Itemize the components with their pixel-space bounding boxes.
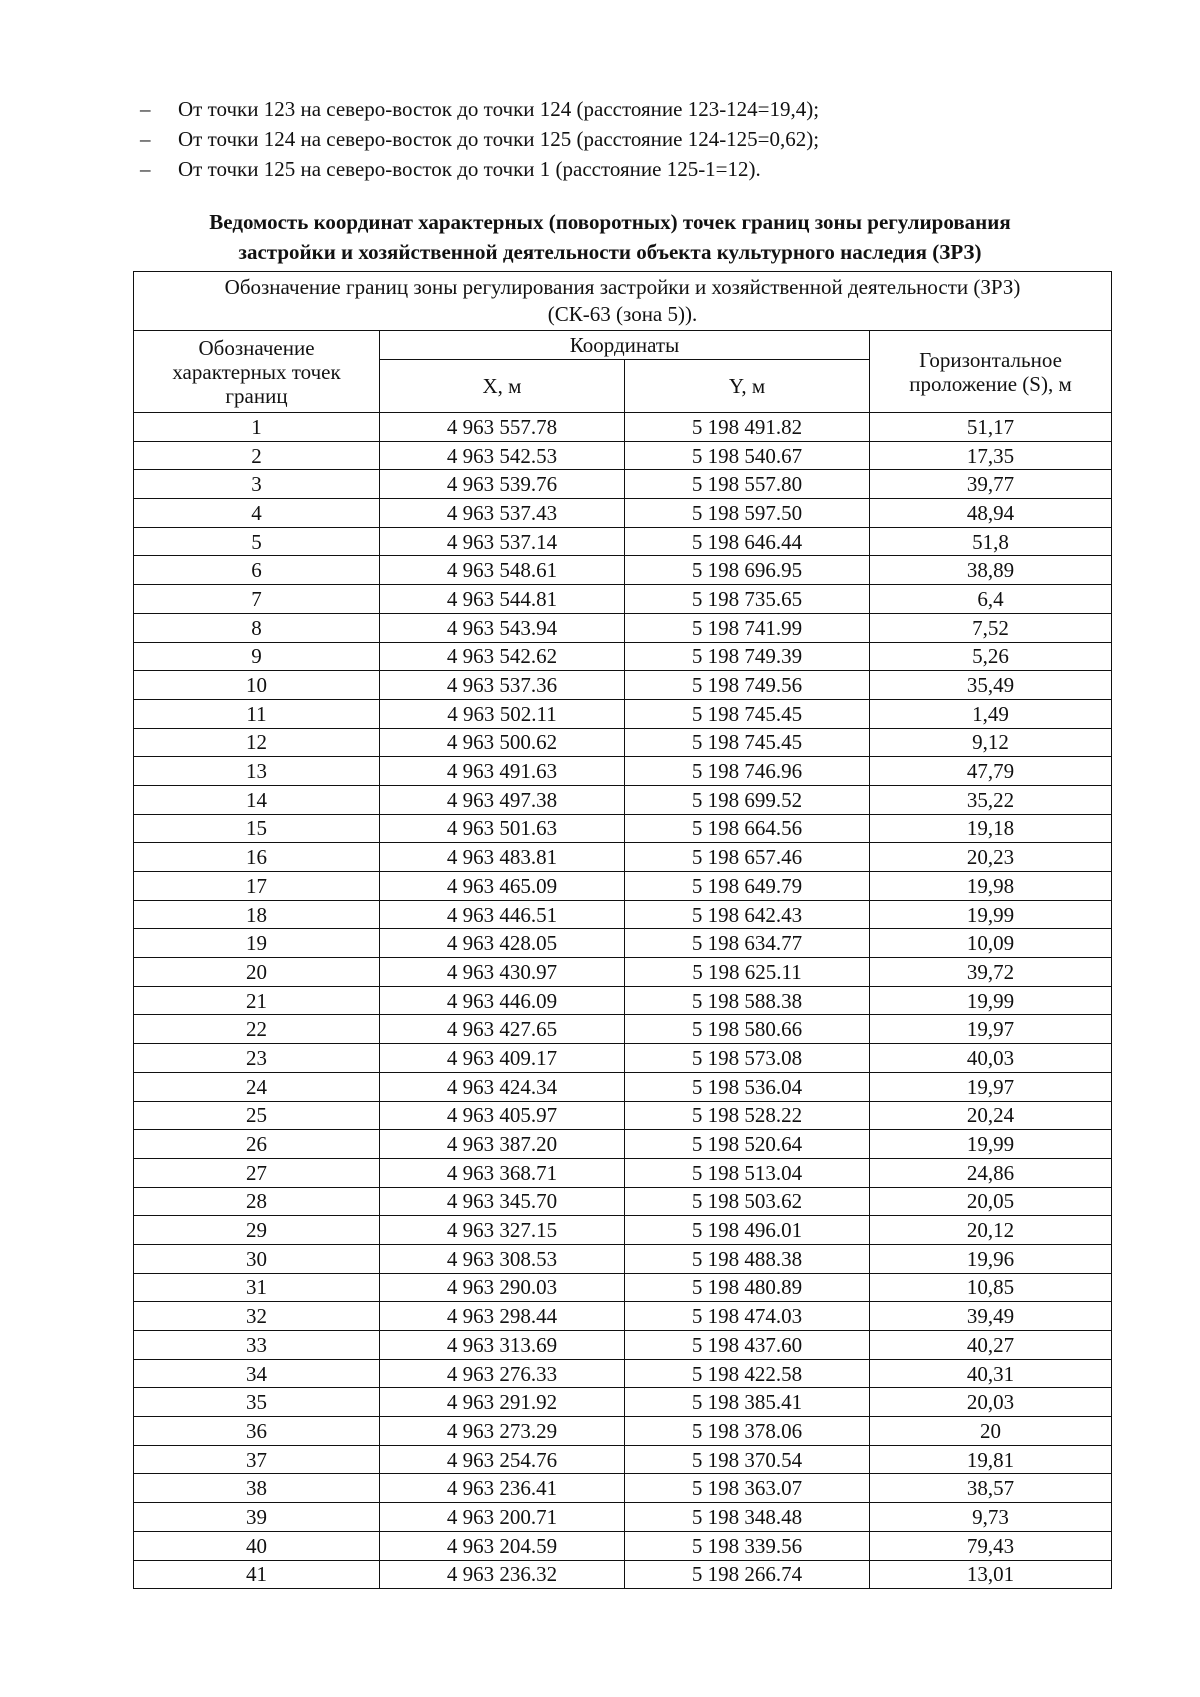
point-number-cell: 40 xyxy=(134,1531,380,1560)
table-caption xyxy=(134,272,1112,331)
point-number-cell: 7 xyxy=(134,585,380,614)
point-header-line-2: характерных точек xyxy=(172,359,341,384)
table-row xyxy=(134,757,1112,786)
y-coordinate-cell: 5 198 480.89 xyxy=(625,1273,870,1302)
point-number-cell: 38 xyxy=(134,1474,380,1503)
table-row xyxy=(134,1302,1112,1331)
distance-cell: 38,89 xyxy=(870,556,1112,585)
distance-cell: 19,97 xyxy=(870,1015,1112,1044)
table-row xyxy=(134,1388,1112,1417)
table-row xyxy=(134,441,1112,470)
y-coordinate-cell: 5 198 749.56 xyxy=(625,671,870,700)
distance-cell: 13,01 xyxy=(870,1560,1112,1589)
x-coordinate-cell: 4 963 543.94 xyxy=(380,613,625,642)
distance-cell: 20,03 xyxy=(870,1388,1112,1417)
distance-cell: 38,57 xyxy=(870,1474,1112,1503)
table-row xyxy=(134,728,1112,757)
distance-cell: 1,49 xyxy=(870,699,1112,728)
distance-cell: 6,4 xyxy=(870,585,1112,614)
x-coordinate-cell: 4 963 200.71 xyxy=(380,1503,625,1532)
x-coordinate-cell: 4 963 327.15 xyxy=(380,1216,625,1245)
y-coordinate-cell: 5 198 378.06 xyxy=(625,1417,870,1446)
x-coordinate-cell: 4 963 273.29 xyxy=(380,1417,625,1446)
x-coordinate-cell: 4 963 254.76 xyxy=(380,1445,625,1474)
y-coordinate-cell: 5 198 573.08 xyxy=(625,1044,870,1073)
distance-header-line-2: проложение (S), м xyxy=(909,371,1072,396)
table-row xyxy=(134,1187,1112,1216)
x-coordinate-cell: 4 963 424.34 xyxy=(380,1072,625,1101)
y-coordinate-cell: 5 198 642.43 xyxy=(625,900,870,929)
table-caption-line-1: Обозначение границ зоны регулирования застройки и хозяйственной деятельности (ЗРЗ) xyxy=(224,275,1021,299)
point-number-cell: 41 xyxy=(134,1560,380,1589)
y-coordinate-cell: 5 198 422.58 xyxy=(625,1359,870,1388)
point-number-cell: 31 xyxy=(134,1273,380,1302)
distance-cell: 20,24 xyxy=(870,1101,1112,1130)
x-coordinate-cell: 4 963 548.61 xyxy=(380,556,625,585)
x-coordinate-cell: 4 963 491.63 xyxy=(380,757,625,786)
x-coordinate-cell: 4 963 405.97 xyxy=(380,1101,625,1130)
table-row xyxy=(134,1101,1112,1130)
point-number-cell: 16 xyxy=(134,843,380,872)
point-number-cell: 28 xyxy=(134,1187,380,1216)
x-coordinate-cell: 4 963 345.70 xyxy=(380,1187,625,1216)
heading-line-2: застройки и хозяйственной деятельности объекта культурного наследия (ЗРЗ) xyxy=(238,240,982,264)
boundary-description-list xyxy=(140,94,819,184)
table-row xyxy=(134,1531,1112,1560)
x-coordinate-cell: 4 963 465.09 xyxy=(380,872,625,901)
x-coordinate-cell: 4 963 502.11 xyxy=(380,699,625,728)
y-coordinate-cell: 5 198 370.54 xyxy=(625,1445,870,1474)
y-coordinate-cell: 5 198 536.04 xyxy=(625,1072,870,1101)
y-coordinate-cell: 5 198 474.03 xyxy=(625,1302,870,1331)
x-coordinate-cell: 4 963 291.92 xyxy=(380,1388,625,1417)
point-number-cell: 19 xyxy=(134,929,380,958)
y-coordinate-cell: 5 198 339.56 xyxy=(625,1531,870,1560)
table-row xyxy=(134,1417,1112,1446)
distance-cell: 9,12 xyxy=(870,728,1112,757)
distance-cell: 40,27 xyxy=(870,1331,1112,1360)
table-row xyxy=(134,699,1112,728)
table-row xyxy=(134,585,1112,614)
distance-cell: 10,85 xyxy=(870,1273,1112,1302)
distance-cell: 48,94 xyxy=(870,499,1112,528)
y-coordinate-cell: 5 198 597.50 xyxy=(625,499,870,528)
y-coordinate-cell: 5 198 385.41 xyxy=(625,1388,870,1417)
table-row xyxy=(134,1474,1112,1503)
y-coordinate-cell: 5 198 588.38 xyxy=(625,986,870,1015)
point-number-cell: 11 xyxy=(134,699,380,728)
x-column-header: X, м xyxy=(380,360,625,413)
y-coordinate-cell: 5 198 266.74 xyxy=(625,1560,870,1589)
distance-cell: 7,52 xyxy=(870,613,1112,642)
x-coordinate-cell: 4 963 427.65 xyxy=(380,1015,625,1044)
point-number-cell: 32 xyxy=(134,1302,380,1331)
x-coordinate-cell: 4 963 446.09 xyxy=(380,986,625,1015)
x-coordinate-cell: 4 963 236.32 xyxy=(380,1560,625,1589)
table-row xyxy=(134,1130,1112,1159)
point-number-cell: 29 xyxy=(134,1216,380,1245)
x-coordinate-cell: 4 963 236.41 xyxy=(380,1474,625,1503)
table-header-row xyxy=(134,331,1112,360)
y-coordinate-cell: 5 198 528.22 xyxy=(625,1101,870,1130)
point-number-cell: 1 xyxy=(134,413,380,442)
table-row xyxy=(134,843,1112,872)
y-coordinate-cell: 5 198 625.11 xyxy=(625,958,870,987)
y-coordinate-cell: 5 198 735.65 xyxy=(625,585,870,614)
point-number-cell: 10 xyxy=(134,671,380,700)
y-coordinate-cell: 5 198 540.67 xyxy=(625,441,870,470)
table-row xyxy=(134,1503,1112,1532)
x-coordinate-cell: 4 963 537.14 xyxy=(380,527,625,556)
table-row xyxy=(134,958,1112,987)
x-coordinate-cell: 4 963 544.81 xyxy=(380,585,625,614)
y-coordinate-cell: 5 198 749.39 xyxy=(625,642,870,671)
point-number-cell: 35 xyxy=(134,1388,380,1417)
x-coordinate-cell: 4 963 308.53 xyxy=(380,1244,625,1273)
point-number-cell: 34 xyxy=(134,1359,380,1388)
distance-cell: 79,43 xyxy=(870,1531,1112,1560)
table-row xyxy=(134,527,1112,556)
table-caption-row xyxy=(134,272,1112,331)
point-number-cell: 26 xyxy=(134,1130,380,1159)
x-coordinate-cell: 4 963 276.33 xyxy=(380,1359,625,1388)
table-caption-line-2: (СК-63 (зона 5)). xyxy=(547,302,698,326)
table-row xyxy=(134,413,1112,442)
distance-cell: 10,09 xyxy=(870,929,1112,958)
x-coordinate-cell: 4 963 537.43 xyxy=(380,499,625,528)
y-coordinate-cell: 5 198 664.56 xyxy=(625,814,870,843)
x-coordinate-cell: 4 963 500.62 xyxy=(380,728,625,757)
x-coordinate-cell: 4 963 483.81 xyxy=(380,843,625,872)
y-coordinate-cell: 5 198 580.66 xyxy=(625,1015,870,1044)
coordinates-table xyxy=(133,271,1112,1589)
point-header-line-3: границ xyxy=(225,383,288,408)
distance-cell: 40,03 xyxy=(870,1044,1112,1073)
section-heading xyxy=(130,207,1090,267)
point-number-cell: 30 xyxy=(134,1244,380,1273)
y-coordinate-cell: 5 198 699.52 xyxy=(625,785,870,814)
x-coordinate-cell: 4 963 537.36 xyxy=(380,671,625,700)
heading-line-1: Ведомость координат характерных (поворотных) точек границ зоны регулирования xyxy=(209,210,1011,234)
y-coordinate-cell: 5 198 348.48 xyxy=(625,1503,870,1532)
y-coordinate-cell: 5 198 491.82 xyxy=(625,413,870,442)
distance-cell: 9,73 xyxy=(870,1503,1112,1532)
y-column-header: Y, м xyxy=(625,360,870,413)
y-coordinate-cell: 5 198 503.62 xyxy=(625,1187,870,1216)
table-row xyxy=(134,1560,1112,1589)
point-number-cell: 33 xyxy=(134,1331,380,1360)
point-number-cell: 9 xyxy=(134,642,380,671)
y-coordinate-cell: 5 198 746.96 xyxy=(625,757,870,786)
point-number-cell: 2 xyxy=(134,441,380,470)
y-coordinate-cell: 5 198 488.38 xyxy=(625,1244,870,1273)
y-coordinate-cell: 5 198 437.60 xyxy=(625,1331,870,1360)
x-coordinate-cell: 4 963 298.44 xyxy=(380,1302,625,1331)
distance-cell: 19,99 xyxy=(870,1130,1112,1159)
list-item xyxy=(140,94,819,124)
x-coordinate-cell: 4 963 428.05 xyxy=(380,929,625,958)
y-coordinate-cell: 5 198 745.45 xyxy=(625,728,870,757)
distance-cell: 19,99 xyxy=(870,986,1112,1015)
table-row xyxy=(134,1216,1112,1245)
table-row xyxy=(134,499,1112,528)
point-number-cell: 3 xyxy=(134,470,380,499)
point-number-cell: 23 xyxy=(134,1044,380,1073)
distance-cell: 35,22 xyxy=(870,785,1112,814)
table-row xyxy=(134,671,1112,700)
y-coordinate-cell: 5 198 649.79 xyxy=(625,872,870,901)
point-number-cell: 17 xyxy=(134,872,380,901)
x-coordinate-cell: 4 963 539.76 xyxy=(380,470,625,499)
x-coordinate-cell: 4 963 557.78 xyxy=(380,413,625,442)
x-coordinate-cell: 4 963 542.62 xyxy=(380,642,625,671)
distance-header-line-1: Горизонтальное xyxy=(919,347,1062,372)
distance-cell: 19,97 xyxy=(870,1072,1112,1101)
y-coordinate-cell: 5 198 363.07 xyxy=(625,1474,870,1503)
table-row xyxy=(134,613,1112,642)
distance-cell: 20,23 xyxy=(870,843,1112,872)
distance-cell: 19,81 xyxy=(870,1445,1112,1474)
point-number-cell: 12 xyxy=(134,728,380,757)
point-column-header xyxy=(134,331,380,413)
table-row xyxy=(134,1244,1112,1273)
y-coordinate-cell: 5 198 513.04 xyxy=(625,1158,870,1187)
distance-cell: 20 xyxy=(870,1417,1112,1446)
point-number-cell: 15 xyxy=(134,814,380,843)
list-item xyxy=(140,154,819,184)
distance-cell: 51,8 xyxy=(870,527,1112,556)
x-coordinate-cell: 4 963 368.71 xyxy=(380,1158,625,1187)
distance-cell: 17,35 xyxy=(870,441,1112,470)
table-body xyxy=(134,413,1112,1589)
point-number-cell: 14 xyxy=(134,785,380,814)
table-row xyxy=(134,556,1112,585)
x-coordinate-cell: 4 963 387.20 xyxy=(380,1130,625,1159)
point-number-cell: 13 xyxy=(134,757,380,786)
x-coordinate-cell: 4 963 497.38 xyxy=(380,785,625,814)
point-number-cell: 5 xyxy=(134,527,380,556)
table-row xyxy=(134,1044,1112,1073)
distance-cell: 19,98 xyxy=(870,872,1112,901)
y-coordinate-cell: 5 198 745.45 xyxy=(625,699,870,728)
x-coordinate-cell: 4 963 501.63 xyxy=(380,814,625,843)
distance-cell: 24,86 xyxy=(870,1158,1112,1187)
x-coordinate-cell: 4 963 542.53 xyxy=(380,441,625,470)
point-number-cell: 18 xyxy=(134,900,380,929)
point-number-cell: 37 xyxy=(134,1445,380,1474)
distance-cell: 20,12 xyxy=(870,1216,1112,1245)
distance-cell: 19,96 xyxy=(870,1244,1112,1273)
y-coordinate-cell: 5 198 634.77 xyxy=(625,929,870,958)
table-row xyxy=(134,1445,1112,1474)
table-row xyxy=(134,872,1112,901)
distance-cell: 39,77 xyxy=(870,470,1112,499)
y-coordinate-cell: 5 198 741.99 xyxy=(625,613,870,642)
table-row xyxy=(134,900,1112,929)
list-item-text: От точки 124 на северо-восток до точки 125 (расстояние 124-125=0,62); xyxy=(178,127,820,151)
point-number-cell: 20 xyxy=(134,958,380,987)
list-item-text: От точки 123 на северо-восток до точки 124 (расстояние 123-124=19,4); xyxy=(178,97,820,121)
x-coordinate-cell: 4 963 204.59 xyxy=(380,1531,625,1560)
list-dash: – xyxy=(140,157,151,181)
y-coordinate-cell: 5 198 646.44 xyxy=(625,527,870,556)
distance-cell: 39,49 xyxy=(870,1302,1112,1331)
y-coordinate-cell: 5 198 496.01 xyxy=(625,1216,870,1245)
x-coordinate-cell: 4 963 430.97 xyxy=(380,958,625,987)
y-coordinate-cell: 5 198 520.64 xyxy=(625,1130,870,1159)
table-row xyxy=(134,470,1112,499)
point-number-cell: 6 xyxy=(134,556,380,585)
list-dash: – xyxy=(140,127,151,151)
table-row xyxy=(134,1359,1112,1388)
point-number-cell: 25 xyxy=(134,1101,380,1130)
coordinates-column-header: Координаты xyxy=(380,331,870,360)
distance-cell: 40,31 xyxy=(870,1359,1112,1388)
distance-cell: 35,49 xyxy=(870,671,1112,700)
table-row xyxy=(134,1331,1112,1360)
point-number-cell: 27 xyxy=(134,1158,380,1187)
list-item xyxy=(140,124,819,154)
point-number-cell: 4 xyxy=(134,499,380,528)
distance-cell: 19,99 xyxy=(870,900,1112,929)
distance-cell: 20,05 xyxy=(870,1187,1112,1216)
x-coordinate-cell: 4 963 409.17 xyxy=(380,1044,625,1073)
distance-cell: 5,26 xyxy=(870,642,1112,671)
point-number-cell: 39 xyxy=(134,1503,380,1532)
y-coordinate-cell: 5 198 557.80 xyxy=(625,470,870,499)
list-dash: – xyxy=(140,97,151,121)
x-coordinate-cell: 4 963 290.03 xyxy=(380,1273,625,1302)
y-coordinate-cell: 5 198 696.95 xyxy=(625,556,870,585)
distance-cell: 47,79 xyxy=(870,757,1112,786)
y-coordinate-cell: 5 198 657.46 xyxy=(625,843,870,872)
table-row xyxy=(134,785,1112,814)
point-number-cell: 22 xyxy=(134,1015,380,1044)
x-coordinate-cell: 4 963 313.69 xyxy=(380,1331,625,1360)
point-number-cell: 8 xyxy=(134,613,380,642)
point-number-cell: 36 xyxy=(134,1417,380,1446)
table-row xyxy=(134,986,1112,1015)
table-row xyxy=(134,1015,1112,1044)
distance-cell: 51,17 xyxy=(870,413,1112,442)
table-row xyxy=(134,814,1112,843)
table-row xyxy=(134,1158,1112,1187)
table-row xyxy=(134,929,1112,958)
table-row xyxy=(134,1273,1112,1302)
table-row xyxy=(134,1072,1112,1101)
distance-column-header xyxy=(870,331,1112,413)
table-row xyxy=(134,642,1112,671)
x-coordinate-cell: 4 963 446.51 xyxy=(380,900,625,929)
distance-cell: 19,18 xyxy=(870,814,1112,843)
point-header-line-1: Обозначение xyxy=(198,335,315,360)
list-item-text: От точки 125 на северо-восток до точки 1 (расстояние 125-1=12). xyxy=(178,157,761,181)
point-number-cell: 21 xyxy=(134,986,380,1015)
point-number-cell: 24 xyxy=(134,1072,380,1101)
distance-cell: 39,72 xyxy=(870,958,1112,987)
